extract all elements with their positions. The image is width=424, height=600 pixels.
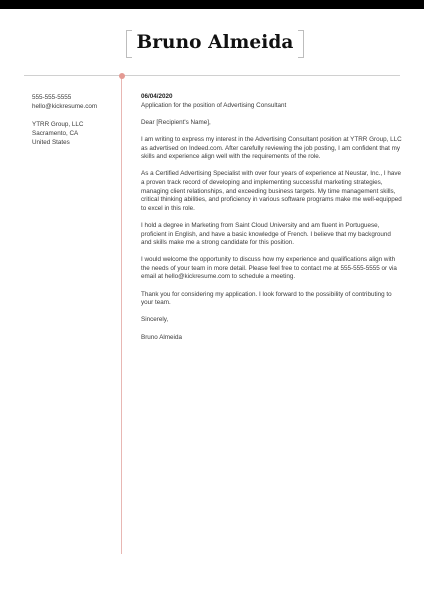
top-bar	[0, 0, 424, 9]
applicant-name: Bruno Almeida	[136, 32, 294, 53]
contact-column	[32, 93, 120, 147]
letter-closing: Sincerely,	[141, 316, 169, 324]
letter-greeting: Dear [Recipient's Name],	[141, 118, 211, 126]
country: United States	[32, 139, 70, 146]
letter-date: 06/04/2020	[141, 93, 173, 100]
right-bracket	[298, 30, 304, 58]
letter-signature: Bruno Almeida	[141, 333, 182, 341]
paragraph: Thank you for considering my application. I look forward to the possibility of contributing to your team.	[141, 290, 392, 307]
divider-dot	[119, 73, 125, 79]
email: hello@kickresume.com	[32, 103, 98, 110]
letter-body	[141, 93, 403, 351]
paragraph: I would welcome the opportunity to discuss how my experience and qualifications align with the needs of your team in more detail. Please feel free to contact me at 555-555-5555 or via email at hello@kickresume.com to schedule a meeting.	[141, 256, 397, 281]
paragraph: I hold a degree in Marketing from Saint Cloud University and am fluent in Portuguese, proficient in English, and have a basic knowledge of French. I believe that my background and skills make me a strong candidate for this position.	[141, 221, 391, 247]
name-header	[126, 30, 304, 58]
company: YTRR Group, LLC	[32, 121, 84, 128]
vertical-divider	[121, 76, 122, 554]
city: Sacramento, CA	[32, 130, 79, 137]
horizontal-divider	[24, 75, 400, 76]
paragraph: As a Certified Advertising Specialist with over four years of experience at Neustar, Inc., I have a proven track record of developing and implementing successful marketing strategies, managing client relationships, and exceeding business targets. My time management skills, critical thinking abilities, and proficiency in various software programs make me well-equipped to excel in this role.	[141, 170, 402, 212]
letter-subject: Application for the position of Advertising Consultant	[141, 101, 287, 109]
phone: 555-555-5555	[32, 94, 72, 101]
paragraph: I am writing to express my interest in the Advertising Consultant position at YTRR Group, LLC as advertised on Indeed.com. After carefully reviewing the job posting, I am confident that my skills and experience align well with the requirements of the role.	[141, 135, 402, 161]
